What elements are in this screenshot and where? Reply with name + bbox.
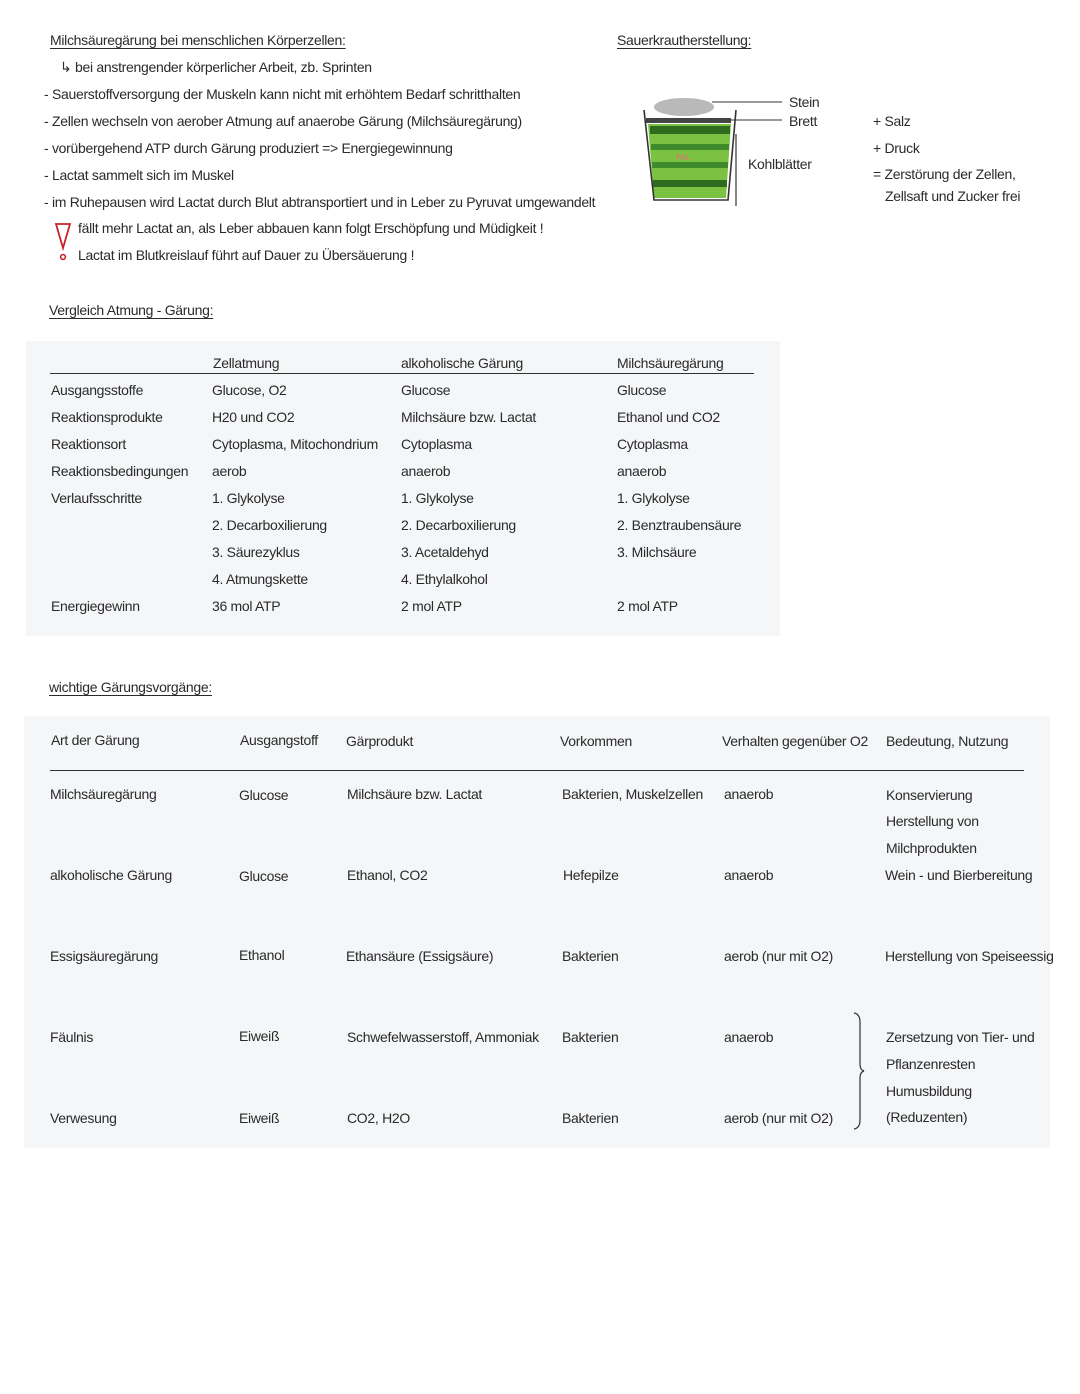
compare-row-label: Verlaufsschritte: [51, 490, 142, 506]
processes-header-rule: [50, 770, 1024, 771]
lactic-bullet: - im Ruhepausen wird Lactat durch Blut abtransportiert und in Leber zu Pyruvat umgewandelt: [44, 194, 596, 210]
compare-cell: 3. Milchsäure: [617, 544, 697, 560]
process-substrate: Eiweiß: [239, 1110, 280, 1126]
processes-title: wichtige Gärungsvorgänge:: [49, 679, 212, 695]
compare-row-label: Reaktionsbedingungen: [51, 463, 189, 479]
process-use: Herstellung von Speiseessig: [885, 948, 1054, 964]
lactic-bullet: - Zellen wechseln von aerober Atmung auf anaerobe Gärung (Milchsäuregärung): [44, 113, 522, 129]
lactic-bullet: - vorübergehend ATP durch Gärung produziert => Energiegewinnung: [44, 140, 453, 156]
brace-icon: [852, 1012, 866, 1130]
compare-header: alkoholische Gärung: [401, 355, 523, 371]
process-occurrence: Hefepilze: [563, 867, 619, 883]
lactic-title: Milchsäuregärung bei menschlichen Körperzellen:: [50, 32, 346, 48]
process-type: Verwesung: [50, 1110, 117, 1126]
sauerkraut-jar-illustration: [636, 90, 786, 212]
compare-cell: aerob: [212, 463, 247, 479]
shared-use: Zersetzung von Tier- und: [886, 1029, 1035, 1045]
label-board: Brett: [789, 113, 818, 129]
compare-row-label: Energiegewinn: [51, 598, 140, 614]
process-oxygen: aerob (nur mit O2): [724, 948, 833, 964]
process-use: Wein - und Bierbereitung: [885, 867, 1033, 883]
compare-cell: anaerob: [617, 463, 667, 479]
compare-cell: 2. Benztraubensäure: [617, 517, 742, 533]
compare-header-rule: [50, 373, 754, 374]
lactic-warning: Lactat im Blutkreislauf führt auf Dauer zu Übersäuerung !: [78, 247, 415, 263]
process-occurrence: Bakterien: [562, 1110, 619, 1126]
compare-cell: 1. Glykolyse: [401, 490, 474, 506]
lactic-subtitle: ↳ bei anstrengender körperlicher Arbeit, zb. Sprinten: [60, 59, 372, 75]
process-product: CO2, H2O: [347, 1110, 410, 1126]
compare-cell: 1. Glykolyse: [617, 490, 690, 506]
process-oxygen: anaerob: [724, 867, 774, 883]
compare-cell: anaerob: [401, 463, 451, 479]
processes-header: Bedeutung, Nutzung: [886, 733, 1009, 749]
process-occurrence: Bakterien: [562, 1029, 619, 1045]
processes-header: Verhalten gegenüber O2: [722, 733, 868, 749]
note-result: Zellsaft und Zucker frei: [885, 188, 1021, 204]
compare-cell: Milchsäure bzw. Lactat: [401, 409, 537, 425]
compare-cell: 3. Acetaldehyd: [401, 544, 489, 560]
compare-cell: 3. Säurezyklus: [212, 544, 300, 560]
compare-cell: Glucose: [617, 382, 667, 398]
compare-cell: 2 mol ATP: [401, 598, 462, 614]
compare-cell: 36 mol ATP: [212, 598, 281, 614]
process-oxygen: anaerob: [724, 786, 774, 802]
process-substrate: Eiweiß: [239, 1028, 280, 1044]
process-product: Ethansäure (Essigsäure): [346, 948, 494, 964]
process-use: Milchprodukten: [886, 840, 977, 856]
lactic-bullet: - Sauerstoffversorgung der Muskeln kann nicht mit erhöhtem Bedarf schritthalten: [44, 86, 521, 102]
lactic-bullet: - Lactat sammelt sich im Muskel: [44, 167, 234, 183]
compare-header: Zellatmung: [213, 355, 280, 371]
shared-use: (Reduzenten): [886, 1109, 968, 1125]
process-type: Fäulnis: [50, 1029, 94, 1045]
compare-cell: 2 mol ATP: [617, 598, 678, 614]
lactic-warning: fällt mehr Lactat an, als Leber abbauen kann folgt Erschöpfung und Müdigkeit !: [78, 220, 544, 236]
compare-cell: 1. Glykolyse: [212, 490, 285, 506]
label-leaves: Kohlblätter: [748, 156, 812, 172]
compare-cell: 4. Ethylalkohol: [401, 571, 488, 587]
sauerkraut-title: Sauerkrautherstellung:: [617, 32, 752, 48]
process-oxygen: aerob (nur mit O2): [724, 1110, 833, 1126]
process-substrate: Glucose: [239, 868, 289, 884]
compare-cell: Cytoplasma: [401, 436, 472, 452]
processes-header: Vorkommen: [560, 733, 632, 749]
process-product: Milchsäure bzw. Lactat: [347, 786, 483, 802]
compare-cell: 2. Decarboxilierung: [401, 517, 516, 533]
compare-row-label: Reaktionsort: [51, 436, 126, 452]
note-salt: + Salz: [873, 113, 911, 129]
compare-cell: Cytoplasma, Mitochondrium: [212, 436, 379, 452]
process-oxygen: anaerob: [724, 1029, 774, 1045]
note-pressure: + Druck: [873, 140, 920, 156]
compare-cell: H20 und CO2: [212, 409, 295, 425]
compare-cell: Cytoplasma: [617, 436, 688, 452]
process-type: Essigsäuregärung: [50, 948, 159, 964]
svg-text:PAL: PAL: [676, 153, 691, 162]
process-product: Schwefelwasserstoff, Ammoniak: [347, 1029, 539, 1045]
processes-header: Gärprodukt: [346, 733, 414, 749]
compare-cell: Glucose: [401, 382, 451, 398]
process-product: Ethanol, CO2: [347, 867, 428, 883]
processes-header: Ausgangstoff: [240, 732, 318, 748]
process-occurrence: Bakterien: [562, 948, 619, 964]
process-use: Herstellung von: [886, 813, 979, 829]
compare-row-label: Ausgangsstoffe: [51, 382, 144, 398]
compare-cell: 4. Atmungskette: [212, 571, 308, 587]
compare-header: Milchsäuregärung: [617, 355, 724, 371]
compare-row-label: Reaktionsprodukte: [51, 409, 163, 425]
process-type: Milchsäuregärung: [50, 786, 157, 802]
process-substrate: Glucose: [239, 787, 289, 803]
shared-use: Humusbildung: [886, 1083, 972, 1099]
process-substrate: Ethanol: [239, 947, 285, 963]
process-type: alkoholische Gärung: [50, 867, 172, 883]
label-stone: Stein: [789, 94, 820, 110]
process-use: Konservierung: [886, 787, 973, 803]
processes-header: Art der Gärung: [51, 732, 140, 748]
process-occurrence: Bakterien, Muskelzellen: [562, 786, 703, 802]
compare-cell: Glucose, O2: [212, 382, 287, 398]
warning-icon: [54, 222, 72, 262]
compare-title: Vergleich Atmung - Gärung:: [49, 302, 214, 318]
compare-cell: 2. Decarboxilierung: [212, 517, 327, 533]
note-result: = Zerstörung der Zellen,: [873, 166, 1016, 182]
shared-use: Pflanzenresten: [886, 1056, 976, 1072]
compare-cell: Ethanol und CO2: [617, 409, 720, 425]
